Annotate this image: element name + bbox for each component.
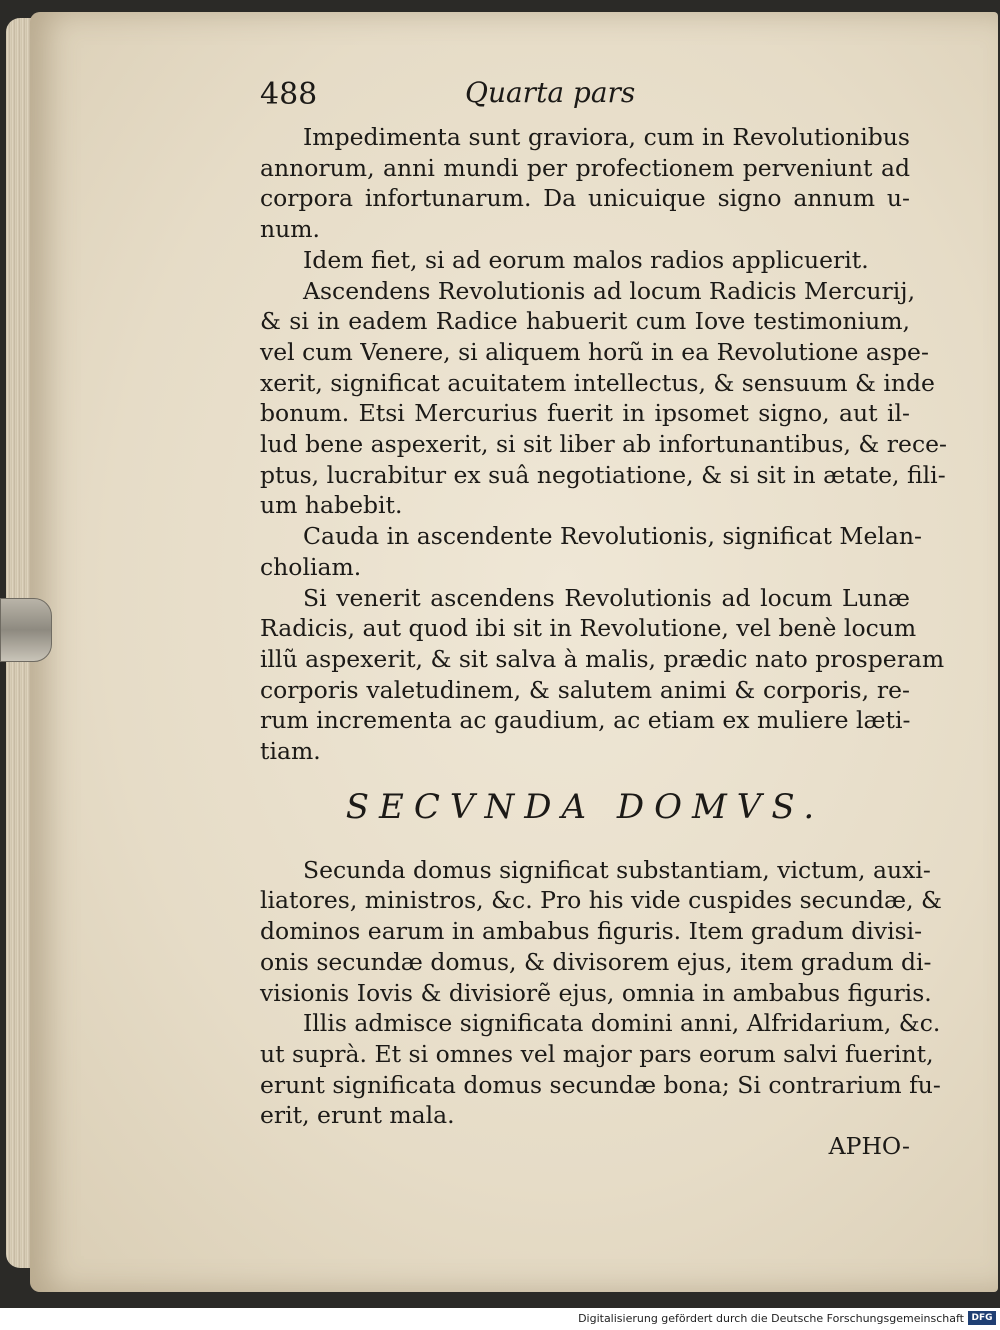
paragraph (260, 1008, 941, 1131)
text-line: erunt significata domus secundæ bona; Si contrarium fu- (260, 1070, 941, 1099)
text-block (260, 76, 947, 1162)
section-heading: SECVNDA DOMVS. (345, 786, 825, 827)
paragraph (260, 855, 942, 1009)
footer-credit: Digitalisierung gefördert durch die Deutsche Forschungsgemeinschaft (578, 1312, 964, 1325)
running-head: Quarta pars (465, 76, 636, 109)
text-line: lud bene aspexerit, si sit liber ab infortunantibus, & rece- (260, 430, 947, 459)
text-line: illũ aspexerit, & sit salva à malis, prædic nato prosperam (260, 644, 945, 673)
body-text (260, 122, 947, 767)
text-line: Si venerit ascendens Revolutionis ad locum Lunæ (303, 583, 910, 612)
text-line: ptus, lucrabitur ex suâ negotiatione, & si sit in ætate, fili- (260, 460, 946, 489)
text-line: vel cum Venere, si aliquem horũ in ea Revolutione aspe- (260, 337, 929, 366)
paragraph (260, 521, 922, 582)
footer-bar (0, 1308, 1000, 1330)
text-line: num. (260, 215, 321, 244)
text-line: & si in eadem Radice habuerit cum Iove testimonium, (260, 307, 910, 336)
dfg-logo: DFG (968, 1311, 996, 1325)
text-line: bonum. Etsi Mercurius fuerit in ipsomet signo, aut il- (260, 399, 910, 428)
text-line: erit, erunt mala. (260, 1101, 455, 1130)
catchword: APHO- (828, 1132, 910, 1161)
text-line: onis secundæ domus, & divisorem ejus, item gradum di- (260, 947, 932, 976)
text-line: corpora infortunarum. Da unicuique signo annum u- (260, 184, 910, 213)
text-line: Radicis, aut quod ibi sit in Revolutione, vel benè locum (260, 614, 917, 643)
text-line: annorum, anni mundi per profectionem perveniunt ad (260, 153, 910, 182)
page-header (260, 78, 910, 122)
section-body-text (260, 855, 942, 1131)
paragraph (260, 583, 945, 767)
text-line: liatores, ministros, &c. Pro his vide cuspides secundæ, & (260, 886, 942, 915)
page-number: 488 (260, 77, 318, 112)
page-clip (0, 598, 52, 662)
text-line: Idem fiet, si ad eorum malos radios applicuerit. (303, 245, 869, 274)
paragraph (260, 122, 910, 245)
paragraph (260, 276, 947, 522)
text-line: Secunda domus significat substantiam, victum, auxi- (303, 855, 931, 884)
text-line: um habebit. (260, 491, 403, 520)
text-line: tiam. (260, 737, 321, 766)
text-line: Impedimenta sunt graviora, cum in Revolutionibus (303, 123, 910, 151)
text-line: corporis valetudinem, & salutem animi & corporis, re- (260, 675, 910, 704)
text-line: visionis Iovis & divisiorẽ ejus, omnia in ambabus figuris. (260, 978, 932, 1007)
text-line: Illis admisce significata domini anni, Alfridarium, &c. (303, 1009, 941, 1038)
text-line: rum incrementa ac gaudium, ac etiam ex muliere læti- (260, 706, 911, 735)
text-line: choliam. (260, 552, 362, 581)
text-line: Ascendens Revolutionis ad locum Radicis Mercurij, (303, 276, 916, 305)
text-line: xerit, significat acuitatem intellectus, & sensuum & inde (260, 368, 935, 397)
text-line: ut suprà. Et si omnes vel major pars eorum salvi fuerint, (260, 1039, 934, 1068)
text-line: Cauda in ascendente Revolutionis, significat Melan- (303, 522, 922, 551)
text-line: dominos earum in ambabus figuris. Item gradum divisi- (260, 917, 923, 946)
paragraph (260, 245, 910, 276)
